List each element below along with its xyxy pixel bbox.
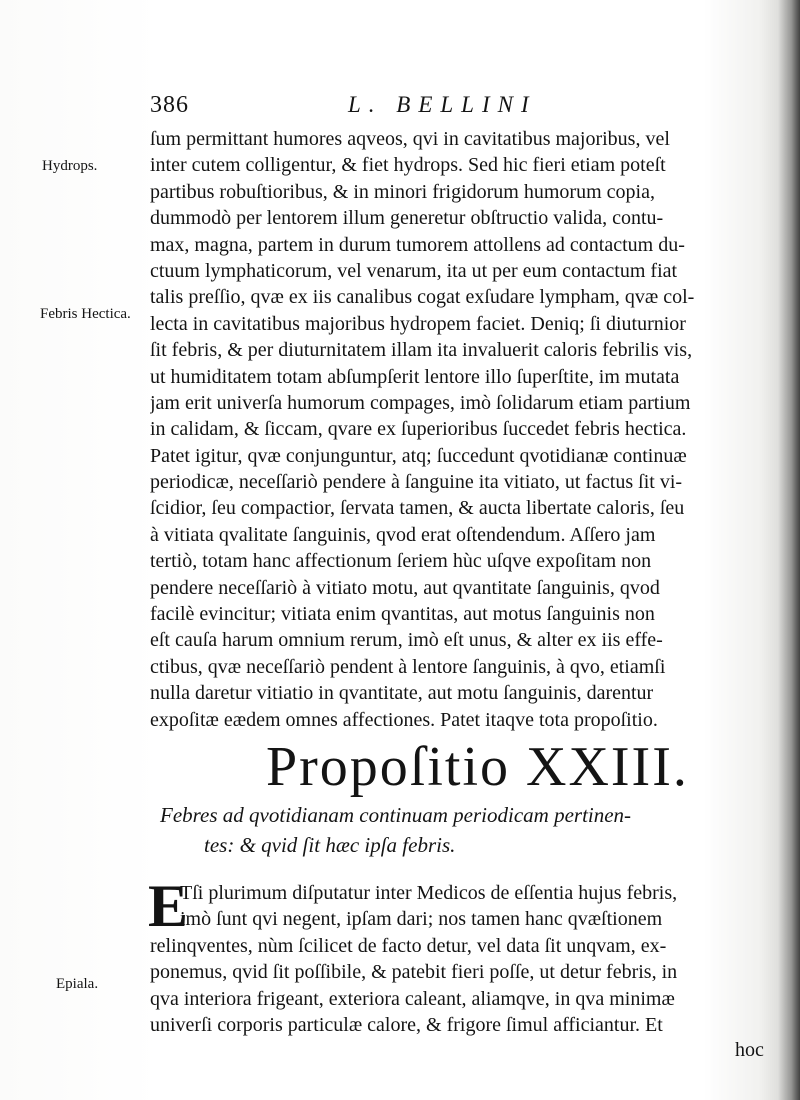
text-line: ut humiditatem totam abſumpſerit lentore illo ſuperſtite, im mutata	[150, 365, 680, 388]
text-line: max, magna, partem in durum tumorem attollens ad contactum du-	[150, 233, 685, 256]
text-line: ctuum lymphaticorum, vel venarum, ita ut per eum contactum fiat	[150, 259, 678, 282]
text-line: imò ſunt qvi negent, ipſam dari; nos tamen hanc qvæſtionem	[180, 908, 663, 931]
text-line: ſcidior, ſeu compactior, ſervata tamen, & aucta libertate caloris, ſeu	[150, 497, 685, 520]
text-line: jam erit univerſa humorum compages, imò ſolidarum etiam partium	[150, 391, 691, 414]
text-line: ponemus, qvid ſit poſſibile, & patebit fieri poſſe, ut detur febris, in	[150, 961, 678, 984]
text-line: Tſi plurimum diſputatur inter Medicos de eſſentia hujus febris,	[180, 882, 678, 904]
text-line: ctibus, qvæ neceſſariò pendent à lentore ſanguinis, à qvo, etiamſi	[150, 655, 666, 678]
text-line: nulla daretur vitiatio in qvantitate, aut motu ſanguinis, darentur	[150, 682, 654, 705]
text-line: dummodò per lentorem illum generetur obſtructio valida, contu-	[150, 207, 664, 230]
text-line: talis preſſio, qvæ ex iis canalibus cogat exſudare lympham, qvæ col-	[150, 286, 695, 309]
body-text-top	[150, 126, 768, 733]
running-head: L. BELLINI	[348, 92, 537, 117]
text-line: univerſi corporis particulæ calore, & frigore ſimul afficiantur. Et	[150, 1013, 663, 1036]
body-text-bottom	[150, 880, 768, 1038]
proposition-subtitle	[160, 800, 770, 860]
drop-cap: E	[148, 873, 189, 939]
margin-note-febris-hectica: Febris Hectica.	[40, 306, 131, 322]
text-line: qva interiora frigeant, exteriora caleant, aliamqve, in qva minimæ	[150, 987, 675, 1010]
text-line: Patet igitur, qvæ conjunguntur, atq; ſuccedunt qvotidianæ continuæ	[150, 444, 687, 467]
page-number: 386	[150, 92, 189, 118]
text-line: tertiò, totam hanc affectionum ſeriem hùc uſqve expoſitam non	[150, 550, 652, 573]
text-line: facilè evincitur; vitiata enim qvantitas, aut motus ſanguinis non	[150, 603, 655, 626]
subtitle-line: tes: & qvid ſit hæc ipſa febris.	[204, 833, 456, 857]
text-line: lecta in cavitatibus majoribus hydropem faciet. Deniq; ſi diuturnior	[150, 312, 686, 335]
text-line: partibus robuſtioribus, & in minori frigidorum humorum copia,	[150, 180, 655, 203]
text-line: à vitiata qvalitate ſanguinis, qvod erat oſtendendum. Aſſero jam	[150, 523, 656, 546]
catchword: hoc	[735, 1039, 764, 1061]
text-line: periodicæ, neceſſariò pendere à ſanguine ita vitiato, ut factus ſit vi-	[150, 471, 683, 494]
book-spine-shadow	[778, 0, 800, 1100]
text-line: eſt cauſa harum omnium rerum, imò eſt unus, & alter ex iis effe-	[150, 629, 663, 652]
text-line: ſum permittant humores aqveos, qvi in cavitatibus majoribus, vel	[150, 128, 670, 150]
subtitle-line: Febres ad qvotidianam continuam periodicam pertinen-	[160, 803, 632, 827]
text-line: ſit febris, & per diuturnitatem illam ita invaluerit caloris febrilis vis,	[150, 339, 693, 362]
margin-note-hydrops: Hydrops.	[42, 158, 98, 174]
text-line: inter cutem colligentur, & fiet hydrops. Sed hic fieri etiam poteſt	[150, 154, 666, 177]
text-line: in calidam, & ſiccam, qvare ex ſuperioribus ſuccedet febris hectica.	[150, 418, 687, 441]
proposition-title: Propoſitio XXIII.	[266, 736, 689, 798]
text-line: expoſitæ eædem omnes affectiones. Patet itaqve tota propoſitio.	[150, 708, 658, 731]
margin-note-epiala: Epiala.	[56, 976, 99, 992]
text-line: pendere neceſſariò à vitiato motu, aut qvantitate ſanguinis, qvod	[150, 576, 660, 599]
text-line: relinqventes, nùm ſcilicet de facto detur, vel data ſit unqvam, ex-	[150, 934, 667, 957]
